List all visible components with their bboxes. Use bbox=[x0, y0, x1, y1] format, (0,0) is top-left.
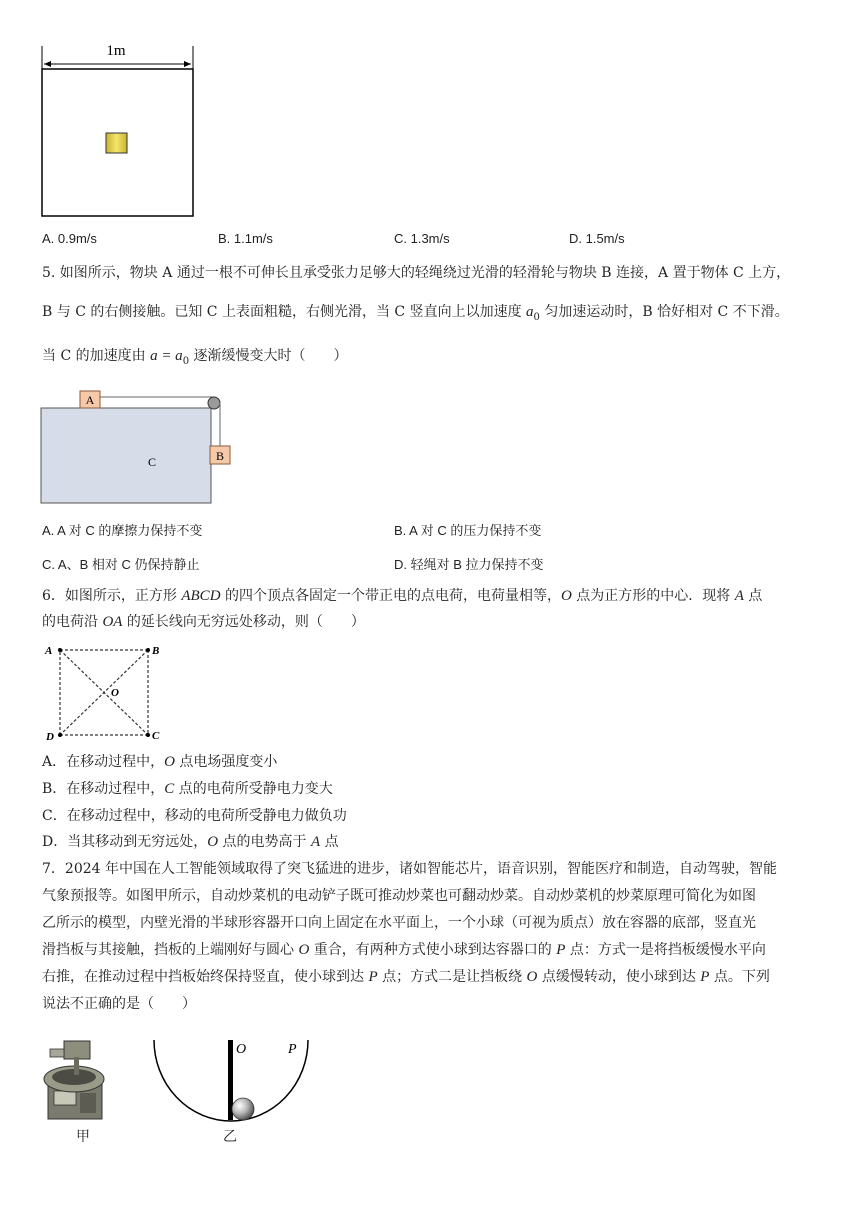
q4-option-a: A. 0.9m/s bbox=[42, 231, 97, 246]
vertex-a: A bbox=[45, 645, 53, 657]
label-jia: 甲 bbox=[76, 1129, 90, 1145]
q7-stem-line4: 滑挡板与其接触，挡板的上端刚好与圆心 O 重合，有两种方式使小球到达容器口的 P 点：方式一是将挡板缓慢水平向 bbox=[42, 942, 766, 958]
q6-option-a: A．在移动过程中，O 点电场强度变小 bbox=[42, 754, 278, 770]
label-p: P bbox=[288, 1042, 297, 1057]
cooking-machine-figure bbox=[40, 1035, 110, 1125]
q5-figure bbox=[38, 386, 238, 508]
label-b: B bbox=[215, 449, 225, 463]
q6-option-c: C．在移动过程中，移动的电荷所受静电力做负功 bbox=[42, 808, 347, 824]
q5-option-b: B. A 对 C 的压力保持不变 bbox=[394, 523, 542, 538]
q7-stem-line2: 气象预报等。如图甲所示，自动炒菜机的电动铲子既可推动炒菜也可翻动炒菜。自动炒菜机的炒菜原理可简化为如图 bbox=[42, 888, 756, 904]
center-o: O bbox=[111, 687, 119, 699]
vertex-c: C bbox=[152, 730, 160, 742]
q4-option-b: B. 1.1m/s bbox=[218, 231, 273, 246]
q7-stem-line1: 7．2024 年中国在人工智能领域取得了突飞猛进的进步，诸如智能芯片，语音识别，智能医疗和制造，自动驾驶，智能 bbox=[42, 861, 777, 877]
q6-option-b: B．在移动过程中，C 点的电荷所受静电力变大 bbox=[42, 781, 333, 797]
label-c: C bbox=[147, 455, 157, 469]
q4-figure bbox=[36, 38, 206, 222]
q5-stem-line2: B 与 C 的右侧接触。已知 C 上表面粗糙，右侧光滑，当 C 竖直向上以加速度 $a_0$ 匀加速运动时，B 恰好相对 C 不下滑。 bbox=[42, 304, 789, 323]
bowl-figure bbox=[146, 1035, 316, 1130]
vertex-b: B bbox=[152, 645, 160, 657]
dimension-label: 1m bbox=[106, 43, 126, 59]
q7-stem-line5: 右推，在推动过程中挡板始终保持竖直，使小球到达 P 点；方式二是让挡板绕 O 点缓慢转动，使小球到达 P 点。下列 bbox=[42, 969, 770, 985]
vertex-d: D bbox=[46, 731, 54, 743]
q5-option-a: A. A 对 C 的摩擦力保持不变 bbox=[42, 523, 203, 538]
body-c bbox=[41, 408, 211, 503]
q5-stem-line1: 5. 如图所示，物块 A 通过一根不可伸长且承受张力足够大的轻绳绕过光滑的轻滑轮与物块 B 连接，A 置于物体 C 上方， bbox=[42, 265, 791, 281]
pulley bbox=[208, 397, 220, 409]
q7-stem-line3: 乙所示的模型，内壁光滑的半球形容器开口向上固定在水平面上，一个小球（可视为质点）放在容器的底部，竖直光 bbox=[42, 915, 756, 931]
label-a: A bbox=[85, 393, 95, 407]
q6-stem-line1: 6．如图所示，正方形 ABCD 的四个顶点各固定一个带正电的点电荷，电荷量相等，O 点为正方形的中心．现将 A 点 bbox=[42, 588, 763, 604]
q6-stem-line2: 的电荷沿 OA 的延长线向无穷远处移动，则（ ） bbox=[42, 614, 365, 630]
q5-option-c: C. A、B 相对 C 仍保持静止 bbox=[42, 557, 200, 572]
ball bbox=[232, 1098, 254, 1120]
q4-option-c: C. 1.3m/s bbox=[394, 231, 450, 246]
q6-figure bbox=[40, 640, 170, 745]
small-block bbox=[106, 133, 127, 153]
label-o: O bbox=[236, 1042, 247, 1057]
q7-stem-line6: 说法不正确的是（ ） bbox=[42, 996, 196, 1012]
q6-option-d: D．当其移动到无穷远处，O 点的电势高于 A 点 bbox=[42, 834, 339, 850]
q4-option-d: D. 1.5m/s bbox=[569, 231, 625, 246]
label-yi: 乙 bbox=[223, 1129, 237, 1145]
q5-stem-line3: 当 C 的加速度由 $a = a_0$ 逐渐缓慢变大时（ ） bbox=[42, 348, 348, 367]
q5-option-d: D. 轻绳对 B 拉力保持不变 bbox=[394, 557, 544, 572]
